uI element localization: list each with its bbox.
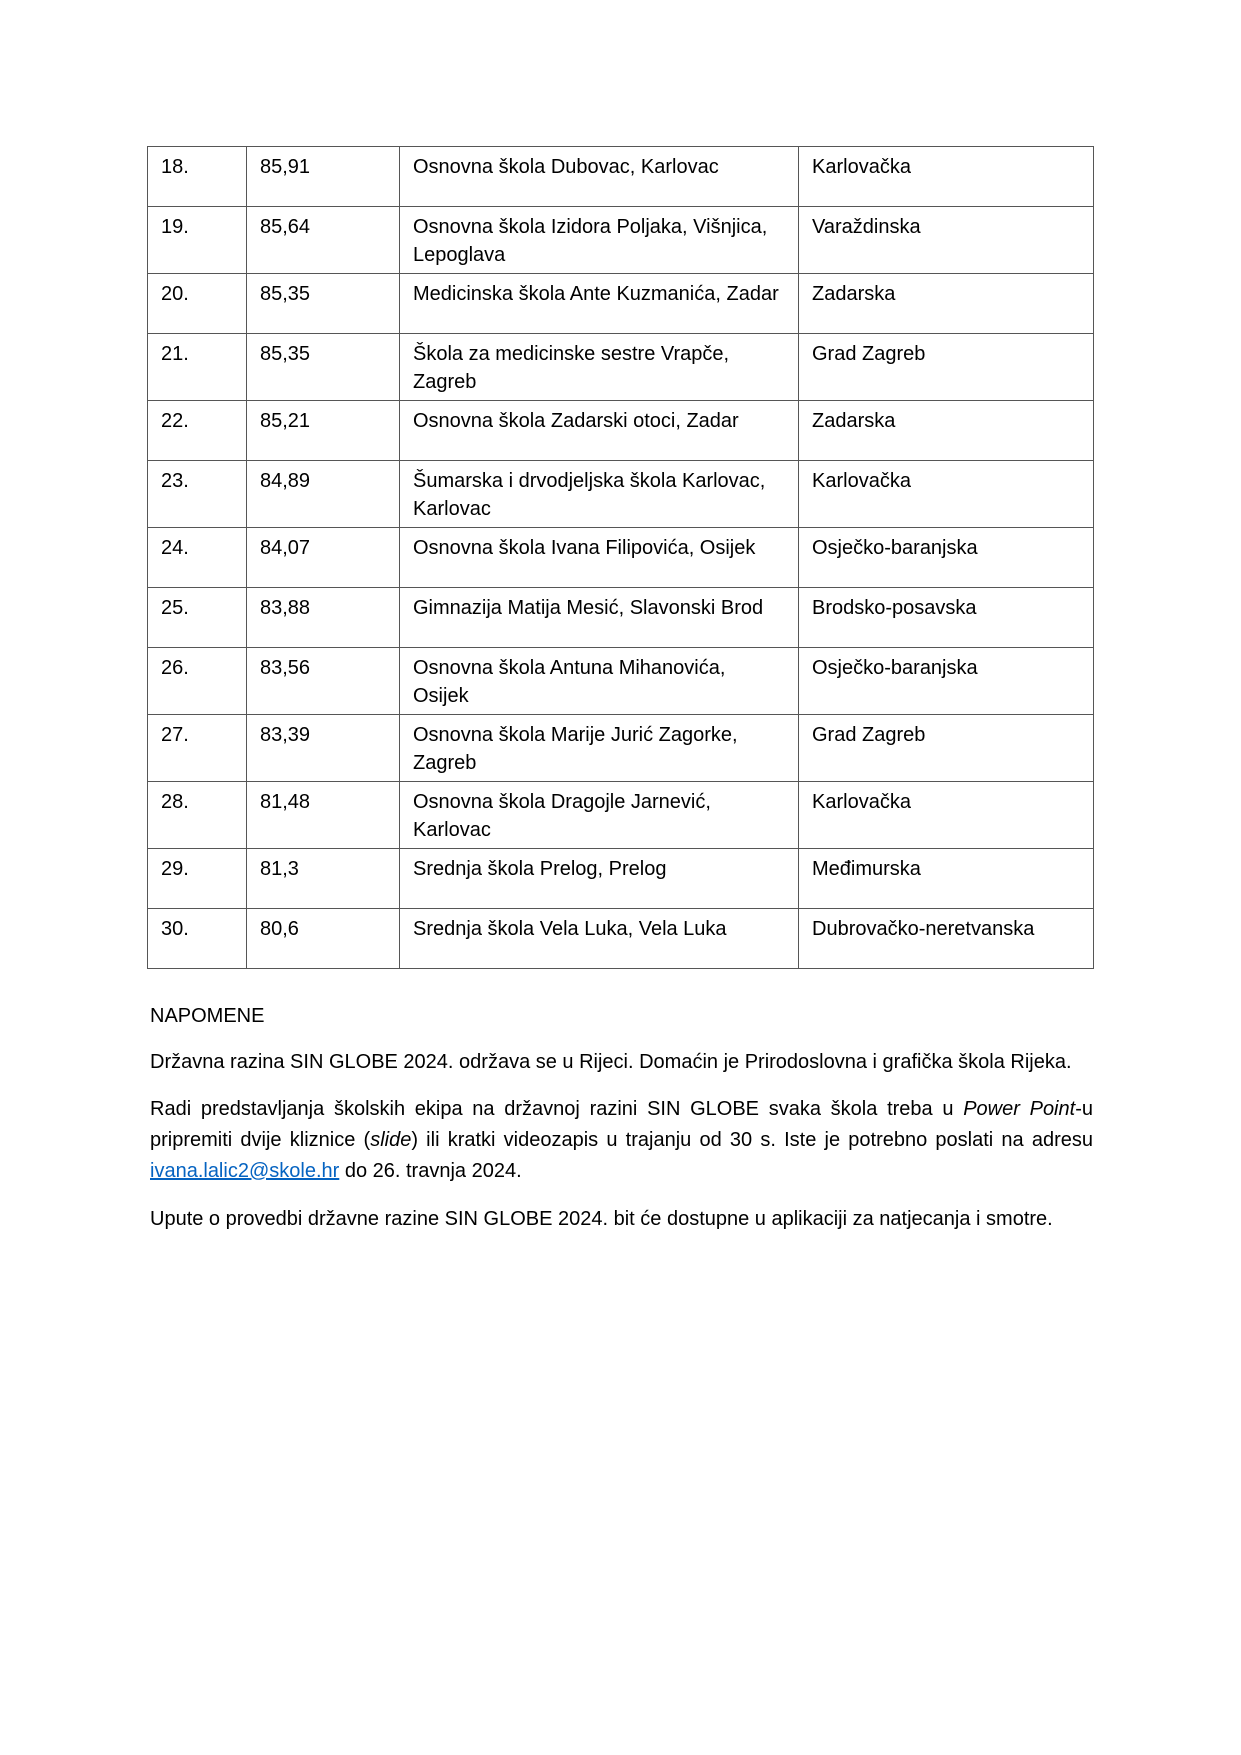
table-row [148,715,1094,782]
text-run: -u [1075,1098,1093,1120]
school-cell: Osnovna škola Ivana Filipovića, Osijek [400,528,799,588]
school-cell: Osnovna škola Antuna Mihanovića, Osijek [400,648,799,715]
county-cell: Osječko-baranjska [799,648,1094,715]
score-cell: 83,88 [247,588,400,648]
county-cell: Međimurska [799,849,1094,909]
table-row [148,782,1094,849]
text-run: Radi predstavljanja školskih ekipa na državnoj razini SIN GLOBE svaka škola treba u [150,1098,964,1120]
table-row [148,909,1094,969]
score-cell: 83,39 [247,715,400,782]
notes-paragraph-2-line [150,1156,1093,1187]
rank-cell: 30. [148,909,247,969]
rank-cell: 25. [148,588,247,648]
table-row [148,147,1094,207]
school-cell: Osnovna škola Dubovac, Karlovac [400,147,799,207]
table-row [148,401,1094,461]
rank-cell: 27. [148,715,247,782]
notes-section [150,1001,1093,1251]
county-cell: Grad Zagreb [799,334,1094,401]
text-run: do 26. travnja 2024. [339,1160,522,1182]
county-cell: Varaždinska [799,207,1094,274]
text-run: ) ili kratki videozapis u trajanju od 30 s. Iste je potrebno poslati na adresu [411,1129,1093,1151]
rank-cell: 29. [148,849,247,909]
rank-cell: 22. [148,401,247,461]
score-cell: 80,6 [247,909,400,969]
school-cell: Osnovna škola Dragojle Jarnević, Karlovac [400,782,799,849]
notes-paragraph-2 [150,1094,1093,1187]
table-row [148,207,1094,274]
table-row [148,849,1094,909]
table-row [148,528,1094,588]
score-cell: 85,21 [247,401,400,461]
email-link[interactable]: ivana.lalic2@skole.hr [150,1160,340,1182]
school-cell: Medicinska škola Ante Kuzmanića, Zadar [400,274,799,334]
county-cell: Zadarska [799,274,1094,334]
notes-paragraph-3: Upute o provedbi državne razine SIN GLOBE 2024. bit će dostupne u aplikaciji za natjecanja i smotre. [150,1208,1053,1230]
county-cell: Zadarska [799,401,1094,461]
table-row [148,334,1094,401]
score-cell: 85,35 [247,334,400,401]
rank-cell: 26. [148,648,247,715]
table-row [148,588,1094,648]
score-cell: 81,3 [247,849,400,909]
school-cell: Srednja škola Prelog, Prelog [400,849,799,909]
rank-cell: 18. [148,147,247,207]
school-cell: Osnovna škola Izidora Poljaka, Višnjica, Lepoglava [400,207,799,274]
rankings-table [147,146,1094,969]
text-run: pripremiti dvije kliznice ( [150,1129,371,1151]
rank-cell: 24. [148,528,247,588]
county-cell: Karlovačka [799,461,1094,528]
score-cell: 84,07 [247,528,400,588]
county-cell: Osječko-baranjska [799,528,1094,588]
table-row [148,461,1094,528]
rank-cell: 23. [148,461,247,528]
notes-heading: NAPOMENE [150,1005,265,1027]
score-cell: 84,89 [247,461,400,528]
score-cell: 83,56 [247,648,400,715]
county-cell: Karlovačka [799,147,1094,207]
rank-cell: 19. [148,207,247,274]
school-cell: Osnovna škola Zadarski otoci, Zadar [400,401,799,461]
school-cell: Osnovna škola Marije Jurić Zagorke, Zagreb [400,715,799,782]
rank-cell: 28. [148,782,247,849]
school-cell: Gimnazija Matija Mesić, Slavonski Brod [400,588,799,648]
score-cell: 85,64 [247,207,400,274]
italic-text-run: Power Point [963,1098,1076,1120]
rank-cell: 20. [148,274,247,334]
county-cell: Dubrovačko-neretvanska [799,909,1094,969]
notes-paragraph-1: Državna razina SIN GLOBE 2024. održava se u Rijeci. Domaćin je Prirodoslovna i grafička škola Rijeka. [150,1051,1072,1073]
county-cell: Karlovačka [799,782,1094,849]
county-cell: Brodsko-posavska [799,588,1094,648]
score-cell: 81,48 [247,782,400,849]
score-cell: 85,91 [247,147,400,207]
table-row [148,274,1094,334]
italic-text-run: slide [370,1129,412,1151]
school-cell: Škola za medicinske sestre Vrapče, Zagreb [400,334,799,401]
table-row [148,648,1094,715]
notes-paragraph-2-line [150,1094,1093,1125]
school-cell: Srednja škola Vela Luka, Vela Luka [400,909,799,969]
rank-cell: 21. [148,334,247,401]
notes-paragraph-2-line [150,1125,1093,1156]
county-cell: Grad Zagreb [799,715,1094,782]
school-cell: Šumarska i drvodjeljska škola Karlovac, Karlovac [400,461,799,528]
score-cell: 85,35 [247,274,400,334]
